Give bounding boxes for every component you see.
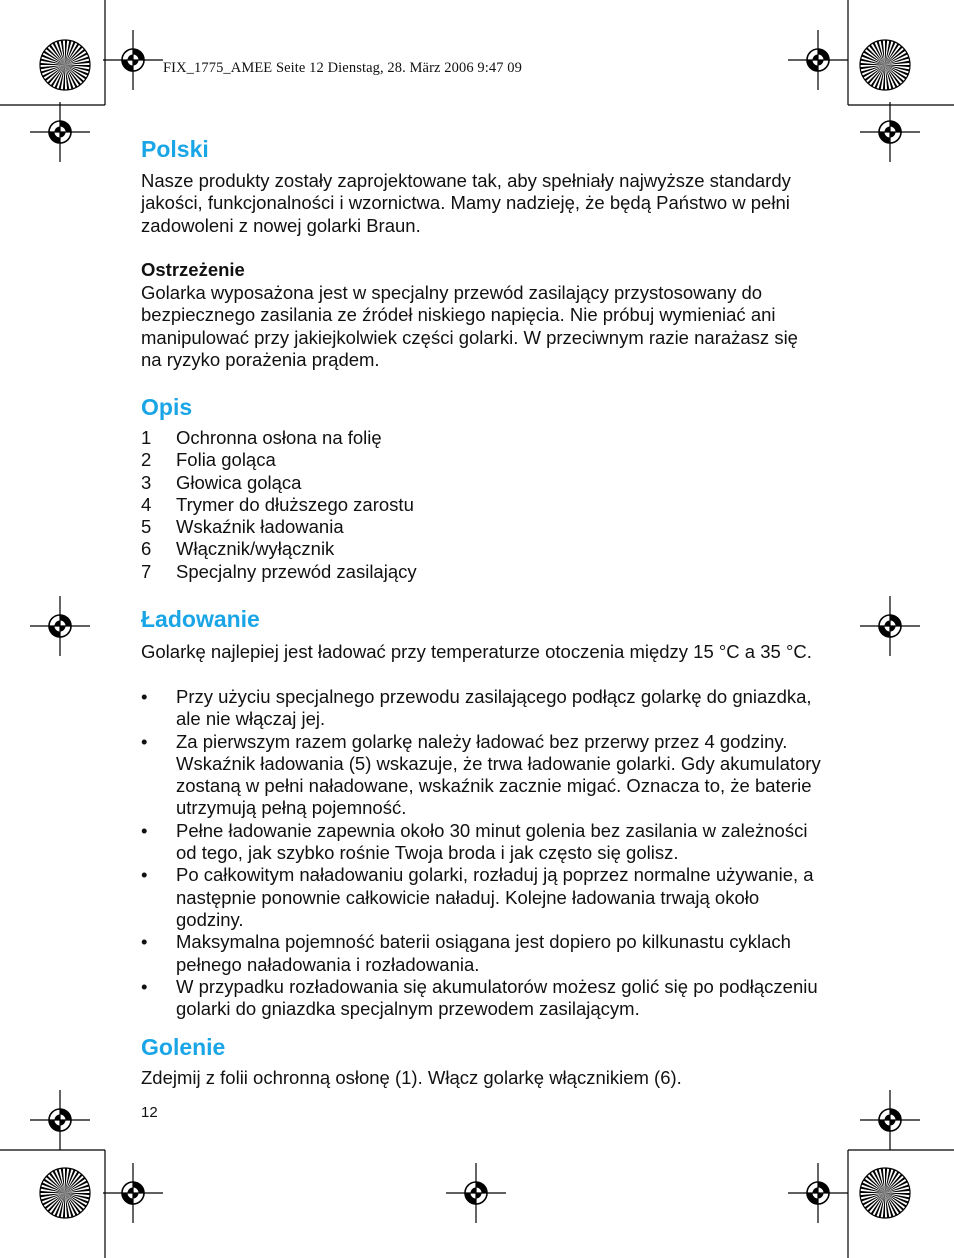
bullet-icon: • [141,931,148,953]
list-item-text: Głowica goląca [176,471,302,493]
list-item-number: 1 [141,427,152,448]
list-item-text: Wskaźnik ładowania [176,516,344,538]
warning-title: Ostrzeżenie [141,259,245,280]
list-item [141,516,821,538]
section-title-golenie: Golenie [141,1034,226,1060]
list-item-text: Specjalny przewód zasilający [176,560,417,582]
charging-instructions-list [141,686,821,1020]
list-item [141,449,821,471]
list-item-text: W przypadku rozładowania się akumulatorów możesz golić się po podłączeniu golarki do gniazdka specjalnym przewodem zasilającym. [176,975,818,1020]
star-target-icon [860,40,910,90]
list-item-text: Pełne ładowanie zapewnia około 30 minut golenia bez zasilania w zależności od tego, jak szybko rośnie Twoja broda i jak często się golisz. [176,819,808,864]
section-title-opis: Opis [141,394,193,420]
parts-list [141,427,821,583]
list-item [141,731,821,820]
bullet-icon: • [141,730,148,752]
shaving-text: Zdejmij z folii ochronną osłonę (1). Włącz golarkę włącznikiem (6). [141,1067,682,1088]
page-number: 12 [141,1104,158,1121]
list-item-text: Za pierwszym razem golarkę należy ładować bez przerwy przez 4 godziny. Wskaźnik ładowania (5) wskazuje, że trwa ładowanie golarki. Gdy akumulatory zostaną w pełni naładowane, wskaźnik zacznie migać. Oznacza to, że baterie utrzymują pełną pojemność. [176,730,821,819]
charging-intro: Golarkę najlepiej jest ładować przy temperaturze otoczenia między 15 °C a 35 °C. [141,641,812,662]
list-item [141,561,821,583]
list-item [141,494,821,516]
list-item-number: 2 [141,449,152,471]
list-item [141,472,821,494]
bullet-icon: • [141,686,148,707]
list-item-number: 3 [141,471,152,493]
star-target-icon [40,40,90,90]
list-item [141,427,821,449]
bullet-icon: • [141,975,148,997]
list-item-text: Folia goląca [176,449,276,471]
list-item-number: 7 [141,560,152,582]
list-item-text: Po całkowitym naładowaniu golarki, rozładuj ją poprzez normalne używanie, a następnie ponownie całkowicie naładuj. Kolejne ładowania trwają około godziny. [176,864,814,930]
list-item-text: Przy użyciu specjalnego przewodu zasilającego podłącz golarkę do gniazdka, ale nie włączaj jej. [176,686,812,730]
star-target-icon [860,1168,910,1218]
star-target-icon [40,1168,90,1218]
list-item-text: Trymer do dłuższego zarostu [176,493,414,515]
list-item [141,864,821,931]
section-title-ladowanie: Ładowanie [141,606,260,632]
polski-intro: Nasze produkty zostały zaprojektowane tak, aby spełniały najwyższe standardy jakości, funkcjonalności i wzornictwa. Mamy nadzieję, że będą Państwo w pełni zadowoleni z nowej golarki Braun. [141,170,791,236]
bullet-icon: • [141,819,148,841]
list-item-number: 4 [141,493,152,515]
list-item-text: Maksymalna pojemność baterii osiągana jest dopiero po kilkunastu cyklach pełnego naładowania i rozładowania. [176,931,791,975]
list-item-text: Ochronna osłona na folię [176,427,382,448]
list-item-text: Włącznik/wyłącznik [176,538,335,560]
list-item [141,976,821,1021]
list-item [141,538,821,560]
list-item-number: 6 [141,538,152,560]
bullet-icon: • [141,864,148,886]
list-item-number: 5 [141,516,152,538]
list-item [141,820,821,865]
warning-text: Golarka wyposażona jest w specjalny przewód zasilający przystosowany do bezpiecznego zasilania ze źródeł niskiego napięcia. Nie próbuj wymieniać ani manipulować przy jakiejkolwiek części golarki. W przeciwnym razie narażasz się na ryzyko porażenia prądem. [141,282,798,370]
section-title-polski: Polski [141,136,209,162]
print-slug: FIX_1775_AMEE Seite 12 Dienstag, 28. März 2006 9:47 09 [163,60,522,76]
list-item [141,686,821,731]
list-item [141,931,821,976]
